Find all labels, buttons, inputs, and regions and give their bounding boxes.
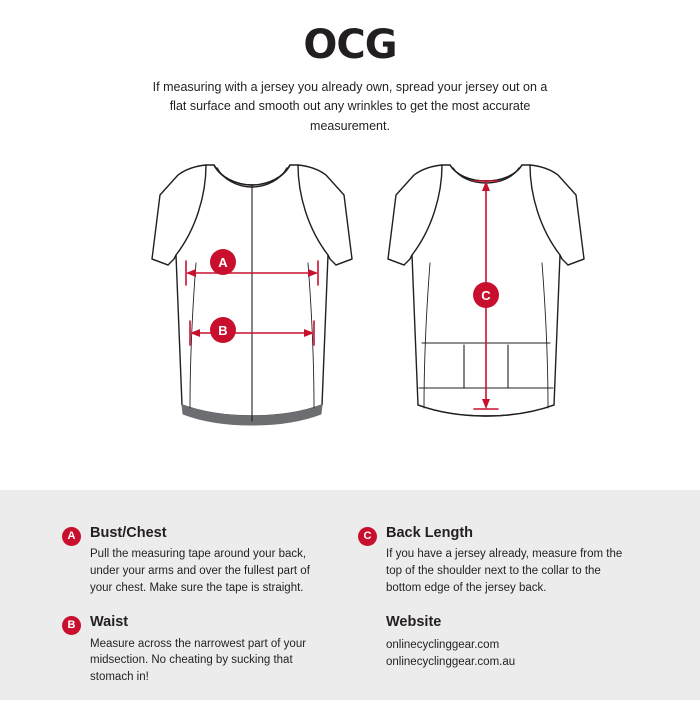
svg-text:C: C [481,288,491,303]
brand-logo: OCG [303,22,397,68]
legend-column-left [62,525,332,704]
legend-body-back-length: If you have a jersey already, measure from the top of the shoulder next to the collar to the bottom edge of the jersey back. [386,548,623,594]
badge-c: C [358,527,377,546]
intro-text: If measuring with a jersey you already own, spread your jersey out on a flat surface and smooth out any wrinkles to get the most accurate measurement. [152,80,548,133]
svg-text:A: A [218,255,228,270]
badge-b: B [62,616,81,635]
legend-title-waist: Waist [90,614,129,631]
svg-text:B: B [218,323,228,338]
legend-column-right [358,525,628,689]
legend-entry-bust-chest [62,525,332,596]
legend-title-back-length: Back Length [386,525,474,541]
legend-panel [0,490,700,700]
legend-title-website: Website [386,614,442,631]
legend-entry-back-length [358,525,628,596]
legend-body-website [386,637,628,672]
legend-entry-website [358,614,628,671]
jersey-front-outline [152,165,352,425]
website-link-com[interactable]: onlinecyclinggear.com [386,638,500,651]
legend-body-waist: Measure across the narrowest part of your midsection. No cheating by sucking that stomach in! [90,637,307,684]
legend-title-bust-chest: Bust/Chest [90,525,167,541]
legend-body-bust-chest: Pull the measuring tape around your back, under your arms and over the fullest part of your chest. Make sure the tape is straight. [90,548,310,594]
badge-a: A [62,527,81,546]
legend-entry-waist [62,614,332,685]
jersey-diagram [0,155,700,485]
website-link-com-au[interactable]: onlinecyclinggear.com.au [386,656,516,669]
